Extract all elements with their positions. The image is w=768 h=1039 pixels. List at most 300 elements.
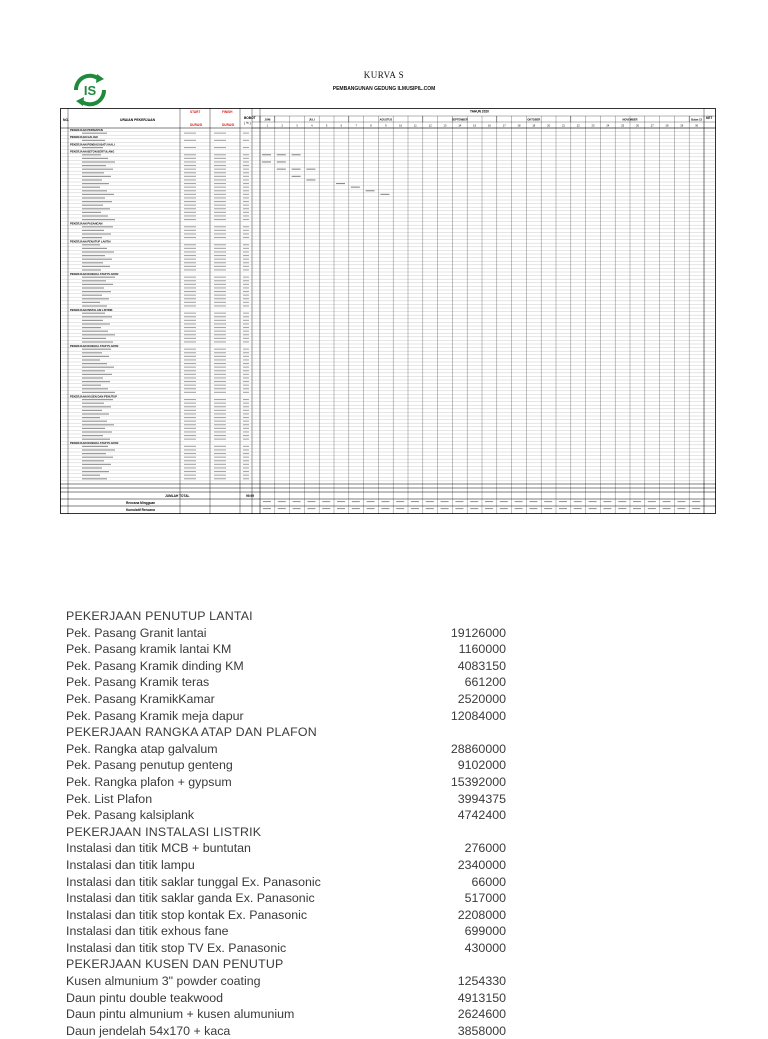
row-text-placeholder: [82, 133, 107, 134]
row-date-placeholder: [214, 230, 226, 231]
row-bobot-placeholder: [243, 147, 249, 148]
month-label: NOVEMBER: [622, 118, 638, 122]
row-text-placeholder: [82, 194, 114, 195]
footer-cumulative-placeholder: [278, 508, 286, 509]
section-label: PEKERJAAN RANGKA ATAP PLAFON: [70, 442, 119, 446]
row-text-placeholder: [82, 403, 104, 404]
footer-cumulative-placeholder: [411, 508, 419, 509]
row-bobot-placeholder: [243, 388, 249, 389]
row-date-placeholder: [214, 439, 226, 440]
month-label: JUNI: [264, 118, 271, 122]
recap-item-value: 19126000: [450, 625, 506, 640]
row-text-placeholder: [82, 179, 102, 180]
row-text-placeholder: [82, 374, 112, 375]
row-text-placeholder: [82, 212, 101, 213]
footer-weekly-placeholder: [396, 501, 404, 502]
row-text-placeholder: [82, 410, 102, 411]
row-bobot-placeholder: [243, 460, 249, 461]
row-date-placeholder: [214, 298, 226, 299]
footer-weekly-placeholder: [529, 501, 537, 502]
row-date-placeholder: [214, 406, 226, 407]
footer-weekly-placeholder: [352, 501, 360, 502]
recap-item-label: Instalasi dan titik lampu: [66, 857, 195, 872]
row-text-placeholder: [82, 359, 100, 360]
row-date-placeholder: [184, 471, 196, 472]
row-bobot-placeholder: [243, 338, 249, 339]
row-text-placeholder: [82, 341, 113, 342]
footer-weekly-placeholder: [322, 501, 330, 502]
row-text-placeholder: [82, 219, 115, 220]
row-bobot-placeholder: [243, 471, 249, 472]
recap-item: [66, 708, 506, 725]
recap-item-value: 28860000: [450, 741, 506, 756]
recap-section-header: [66, 824, 506, 841]
row-date-placeholder: [184, 338, 196, 339]
recap-item-value: 4742400: [457, 808, 506, 823]
recap-item-label: Pek. Pasang kalsiplank: [66, 808, 195, 823]
schedule-cell: [262, 154, 271, 155]
row-bobot-placeholder: [243, 302, 249, 303]
row-text-placeholder: [82, 259, 112, 260]
row-bobot-placeholder: [243, 298, 249, 299]
row-date-placeholder: [214, 453, 226, 454]
row-date-placeholder: [184, 352, 196, 353]
row-date-placeholder: [184, 298, 196, 299]
row-date-placeholder: [214, 172, 226, 173]
row-bobot-placeholder: [243, 133, 249, 134]
week-label: 13: [443, 124, 447, 128]
row-date-placeholder: [184, 359, 196, 360]
recap-item: [66, 990, 506, 1007]
row-text-placeholder: [82, 302, 100, 303]
recap-item-label: Daun pintu almunium + kusen alumunium: [66, 1007, 295, 1022]
row-date-placeholder: [184, 140, 196, 141]
row-date-placeholder: [214, 435, 226, 436]
header-bobot-unit: ( % ): [244, 121, 251, 125]
row-date-placeholder: [214, 269, 226, 270]
row-text-placeholder: [82, 467, 102, 468]
row-bobot-placeholder: [243, 421, 249, 422]
footer-weekly-placeholder: [589, 501, 597, 502]
recap-item-value: 3858000: [457, 1023, 506, 1038]
row-date-placeholder: [184, 327, 196, 328]
cost-recap-list: [66, 608, 506, 1039]
row-date-placeholder: [184, 349, 196, 350]
section-label: PEKERJAAN INSTALASI LISTRIK: [70, 308, 113, 312]
row-date-placeholder: [184, 262, 196, 263]
row-bobot-placeholder: [243, 413, 249, 414]
row-text-placeholder: [82, 457, 113, 458]
row-bobot-placeholder: [243, 187, 249, 188]
footer-cumulative-placeholder: [544, 508, 552, 509]
footer-cumulative-placeholder: [559, 508, 567, 509]
row-date-placeholder: [214, 338, 226, 339]
row-bobot-placeholder: [243, 269, 249, 270]
footer-total-value: 99.99: [246, 494, 254, 498]
row-date-placeholder: [214, 392, 226, 393]
recap-item-value: 1160000: [458, 642, 506, 657]
row-bobot-placeholder: [243, 327, 249, 328]
row-date-placeholder: [184, 341, 196, 342]
row-text-placeholder: [82, 370, 105, 371]
row-date-placeholder: [184, 449, 196, 450]
recap-item-label: Instalasi dan titik MCB + buntutan: [66, 841, 251, 856]
row-bobot-placeholder: [243, 417, 249, 418]
month-label: SEPTEMBER: [451, 118, 468, 122]
recap-section-header: [66, 608, 506, 625]
recap-item-value: 276000: [464, 841, 506, 856]
row-date-placeholder: [184, 363, 196, 364]
footer-weekly-placeholder: [603, 501, 611, 502]
row-bobot-placeholder: [243, 349, 249, 350]
row-bobot-placeholder: [243, 233, 249, 234]
row-text-placeholder: [82, 320, 103, 321]
recap-item-label: Pek. Pasang Kramik dinding KM: [66, 658, 244, 673]
section-label: PEKERJAAN RANGKA ATAP PLAFON: [70, 344, 119, 348]
row-date-placeholder: [184, 392, 196, 393]
footer-cumulative-placeholder: [352, 508, 360, 509]
row-text-placeholder: [82, 349, 111, 350]
row-bobot-placeholder: [243, 291, 249, 292]
row-date-placeholder: [184, 237, 196, 238]
document-subtitle: PEMBANGUNAN GEDUNG ILMUSIPIL.COM: [332, 86, 436, 92]
row-text-placeholder: [82, 352, 102, 353]
row-bobot-placeholder: [243, 262, 249, 263]
row-text-placeholder: [82, 334, 115, 335]
row-date-placeholder: [214, 140, 226, 141]
row-date-placeholder: [184, 269, 196, 270]
row-text-placeholder: [82, 460, 104, 461]
recap-item: [66, 674, 506, 691]
row-date-placeholder: [184, 212, 196, 213]
row-date-placeholder: [214, 255, 226, 256]
recap-item-value: 2520000: [457, 691, 506, 706]
row-date-placeholder: [214, 295, 226, 296]
row-text-placeholder: [82, 197, 105, 198]
row-date-placeholder: [184, 248, 196, 249]
row-text-placeholder: [82, 161, 115, 162]
row-date-placeholder: [184, 259, 196, 260]
row-date-placeholder: [184, 467, 196, 468]
recap-item: [66, 691, 506, 708]
recap-item-value: 517000: [464, 891, 506, 906]
row-date-placeholder: [214, 147, 226, 148]
table-grid: [60, 108, 716, 514]
row-date-placeholder: [184, 169, 196, 170]
schedule-cell: [306, 169, 315, 170]
section-label: PEKERJAAN KUSEN DAN PENUTUP: [70, 395, 117, 399]
row-date-placeholder: [184, 172, 196, 173]
recap-item-value: 4083150: [457, 658, 506, 673]
footer-weekly-placeholder: [692, 501, 700, 502]
row-text-placeholder: [82, 449, 115, 450]
row-date-placeholder: [184, 475, 196, 476]
footer-cumulative-placeholder: [663, 508, 671, 509]
recap-item-value: 2340000: [457, 857, 506, 872]
schedule-cell: [292, 169, 301, 170]
row-date-placeholder: [214, 187, 226, 188]
footer-weekly-placeholder: [663, 501, 671, 502]
recap-item-value: 9102000: [457, 758, 506, 773]
footer-weekly-placeholder: [455, 501, 463, 502]
row-date-placeholder: [184, 277, 196, 278]
row-date-placeholder: [214, 226, 226, 227]
header-finish: FINISH: [222, 110, 233, 114]
week-label: 28: [665, 124, 669, 128]
footer-cumulative-placeholder: [307, 508, 315, 509]
row-date-placeholder: [214, 176, 226, 177]
row-date-placeholder: [214, 370, 226, 371]
recap-item-value: 15392000: [450, 774, 506, 789]
row-text-placeholder: [82, 478, 107, 479]
row-date-placeholder: [184, 374, 196, 375]
row-date-placeholder: [184, 201, 196, 202]
row-date-placeholder: [214, 413, 226, 414]
footer-weekly-placeholder: [618, 501, 626, 502]
row-date-placeholder: [184, 406, 196, 407]
week-label: 29: [680, 124, 684, 128]
recap-item-value: 12084000: [450, 708, 506, 723]
week-label: 17: [502, 124, 506, 128]
row-text-placeholder: [82, 298, 109, 299]
row-date-placeholder: [214, 215, 226, 216]
row-date-placeholder: [184, 334, 196, 335]
row-date-placeholder: [214, 352, 226, 353]
week-label: 27: [650, 124, 654, 128]
recap-item-label: Pek. Pasang Kramik teras: [66, 675, 210, 690]
row-bobot-placeholder: [243, 215, 249, 216]
footer-cumulative-placeholder: [367, 508, 375, 509]
row-text-placeholder: [82, 446, 108, 447]
footer-weekly-placeholder: [633, 501, 641, 502]
row-bobot-placeholder: [243, 226, 249, 227]
row-date-placeholder: [214, 133, 226, 134]
footer-cumulative-placeholder: [618, 508, 626, 509]
row-date-placeholder: [184, 251, 196, 252]
row-date-placeholder: [184, 287, 196, 288]
row-date-placeholder: [184, 428, 196, 429]
footer-kumulatif: Kumulatif Rencana: [126, 508, 155, 512]
month-label: JULI: [308, 118, 315, 122]
row-date-placeholder: [214, 449, 226, 450]
row-text-placeholder: [82, 323, 110, 324]
row-bobot-placeholder: [243, 377, 249, 378]
row-date-placeholder: [184, 323, 196, 324]
footer-cumulative-placeholder: [263, 508, 271, 509]
footer-cumulative-placeholder: [441, 508, 449, 509]
recap-item-label: Instalasi dan titik exhous fane: [66, 924, 229, 939]
recap-item-label: Pek. List Plafon: [66, 791, 153, 806]
row-bobot-placeholder: [243, 287, 249, 288]
row-date-placeholder: [214, 233, 226, 234]
recap-item-label: Instalasi dan titik stop TV Ex. Panasonic: [66, 940, 287, 955]
row-bobot-placeholder: [243, 399, 249, 400]
row-date-placeholder: [214, 388, 226, 389]
row-date-placeholder: [214, 399, 226, 400]
row-date-placeholder: [214, 219, 226, 220]
footer-rencana-mingguan: Rencana Mingguan: [126, 501, 156, 505]
footer-weekly-placeholder: [574, 501, 582, 502]
footer-cumulative-placeholder: [470, 508, 478, 509]
row-text-placeholder: [82, 165, 106, 166]
footer-cumulative-placeholder: [603, 508, 611, 509]
row-text-placeholder: [82, 475, 100, 476]
row-date-placeholder: [214, 280, 226, 281]
footer-weekly-placeholder: [337, 501, 345, 502]
footer-weekly-placeholder: [470, 501, 478, 502]
row-text-placeholder: [82, 233, 111, 234]
week-label: 23: [591, 124, 595, 128]
row-date-placeholder: [184, 233, 196, 234]
week-label: 9: [385, 124, 387, 128]
row-date-placeholder: [184, 424, 196, 425]
row-bobot-placeholder: [243, 334, 249, 335]
header-uraian: URAIAN PEKERJAAN: [120, 118, 156, 122]
recap-item-label: Pek. Rangka atap galvalum: [66, 741, 218, 756]
row-bobot-placeholder: [243, 219, 249, 220]
footer-cumulative-placeholder: [293, 508, 301, 509]
row-date-placeholder: [214, 323, 226, 324]
row-bobot-placeholder: [243, 176, 249, 177]
row-date-placeholder: [214, 316, 226, 317]
row-text-placeholder: [82, 356, 109, 357]
row-text-placeholder: [82, 363, 107, 364]
row-date-placeholder: [214, 161, 226, 162]
recap-item: [66, 807, 506, 824]
row-text-placeholder: [82, 140, 105, 141]
recap-item-label: Kusen almunium 3" powder coating: [66, 974, 261, 989]
row-date-placeholder: [214, 183, 226, 184]
row-bobot-placeholder: [243, 244, 249, 245]
row-date-placeholder: [184, 478, 196, 479]
recap-item: [66, 658, 506, 675]
schedule-cell: [306, 179, 315, 180]
footer-cumulative-placeholder: [692, 508, 700, 509]
recap-item-value: 66000: [471, 874, 506, 889]
row-text-placeholder: [82, 248, 107, 249]
row-bobot-placeholder: [243, 248, 249, 249]
row-text-placeholder: [82, 187, 100, 188]
row-bobot-placeholder: [243, 446, 249, 447]
row-date-placeholder: [214, 266, 226, 267]
week-label: 19: [532, 124, 536, 128]
footer-weekly-placeholder: [293, 501, 301, 502]
section-label: PEKERJAAN PERSIAPAN: [70, 128, 103, 132]
row-bobot-placeholder: [243, 316, 249, 317]
week-label: 30: [695, 124, 699, 128]
week-label: 14: [458, 124, 462, 128]
row-text-placeholder: [82, 295, 102, 296]
row-date-placeholder: [214, 251, 226, 252]
row-date-placeholder: [184, 457, 196, 458]
section-label: PEKERJAAN PONDASI BATU KALI: [70, 143, 115, 147]
row-bobot-placeholder: [243, 237, 249, 238]
row-text-placeholder: [82, 183, 109, 184]
row-bobot-placeholder: [243, 259, 249, 260]
row-date-placeholder: [214, 169, 226, 170]
footer-weekly-placeholder: [426, 501, 434, 502]
document-title: KURVA S: [363, 70, 405, 80]
section-label: PEKERJAAN BETON BERTULANG: [70, 150, 115, 154]
section-label: PEKERJAAN PENUTUP LANTAI: [70, 240, 111, 244]
row-bobot-placeholder: [243, 197, 249, 198]
row-text-placeholder: [82, 269, 101, 270]
row-date-placeholder: [214, 284, 226, 285]
row-date-placeholder: [184, 446, 196, 447]
row-date-placeholder: [184, 190, 196, 191]
row-date-placeholder: [184, 302, 196, 303]
row-date-placeholder: [184, 215, 196, 216]
row-date-placeholder: [214, 403, 226, 404]
row-bobot-placeholder: [243, 280, 249, 281]
row-date-placeholder: [214, 341, 226, 342]
row-bobot-placeholder: [243, 295, 249, 296]
row-date-placeholder: [214, 424, 226, 425]
month-headers: [260, 116, 703, 122]
row-date-placeholder: [214, 244, 226, 245]
row-date-placeholder: [184, 226, 196, 227]
row-date-placeholder: [184, 316, 196, 317]
row-date-placeholder: [184, 388, 196, 389]
week-label: 16: [487, 124, 491, 128]
row-bobot-placeholder: [243, 449, 249, 450]
row-date-placeholder: [184, 370, 196, 371]
footer-cumulative-placeholder: [396, 508, 404, 509]
row-bobot-placeholder: [243, 381, 249, 382]
footer-cumulative-placeholder: [633, 508, 641, 509]
row-text-placeholder: [82, 226, 113, 227]
row-date-placeholder: [214, 212, 226, 213]
footer-weekly-placeholder: [263, 501, 271, 502]
row-text-placeholder: [82, 147, 103, 148]
week-label: 26: [635, 124, 639, 128]
row-date-placeholder: [184, 179, 196, 180]
recap-item-label: Pek. Pasang Kramik meja dapur: [66, 708, 244, 723]
row-text-placeholder: [82, 230, 104, 231]
row-bobot-placeholder: [243, 161, 249, 162]
month-label: Bulan 13: [691, 118, 703, 122]
row-date-placeholder: [214, 208, 226, 209]
row-bobot-placeholder: [243, 431, 249, 432]
row-bobot-placeholder: [243, 457, 249, 458]
footer-cumulative-placeholder: [322, 508, 330, 509]
row-date-placeholder: [214, 205, 226, 206]
month-label: OKTOBER: [527, 118, 541, 122]
row-date-placeholder: [214, 467, 226, 468]
row-bobot-placeholder: [243, 165, 249, 166]
week-label: 22: [576, 124, 580, 128]
row-bobot-placeholder: [243, 305, 249, 306]
row-text-placeholder: [82, 439, 110, 440]
row-date-placeholder: [184, 284, 196, 285]
row-date-placeholder: [184, 205, 196, 206]
sheet-frame: [61, 109, 716, 514]
recap-item: [66, 923, 506, 940]
row-date-placeholder: [214, 374, 226, 375]
week-label: 21: [561, 124, 565, 128]
footer-weekly-placeholder: [307, 501, 315, 502]
row-bobot-placeholder: [243, 374, 249, 375]
recap-item: [66, 774, 506, 791]
row-date-placeholder: [184, 194, 196, 195]
row-text-placeholder: [82, 291, 111, 292]
row-text-placeholder: [82, 190, 107, 191]
row-date-placeholder: [184, 399, 196, 400]
schedule-cell: [277, 169, 286, 170]
row-date-placeholder: [184, 410, 196, 411]
row-text-placeholder: [82, 421, 107, 422]
row-bobot-placeholder: [243, 341, 249, 342]
